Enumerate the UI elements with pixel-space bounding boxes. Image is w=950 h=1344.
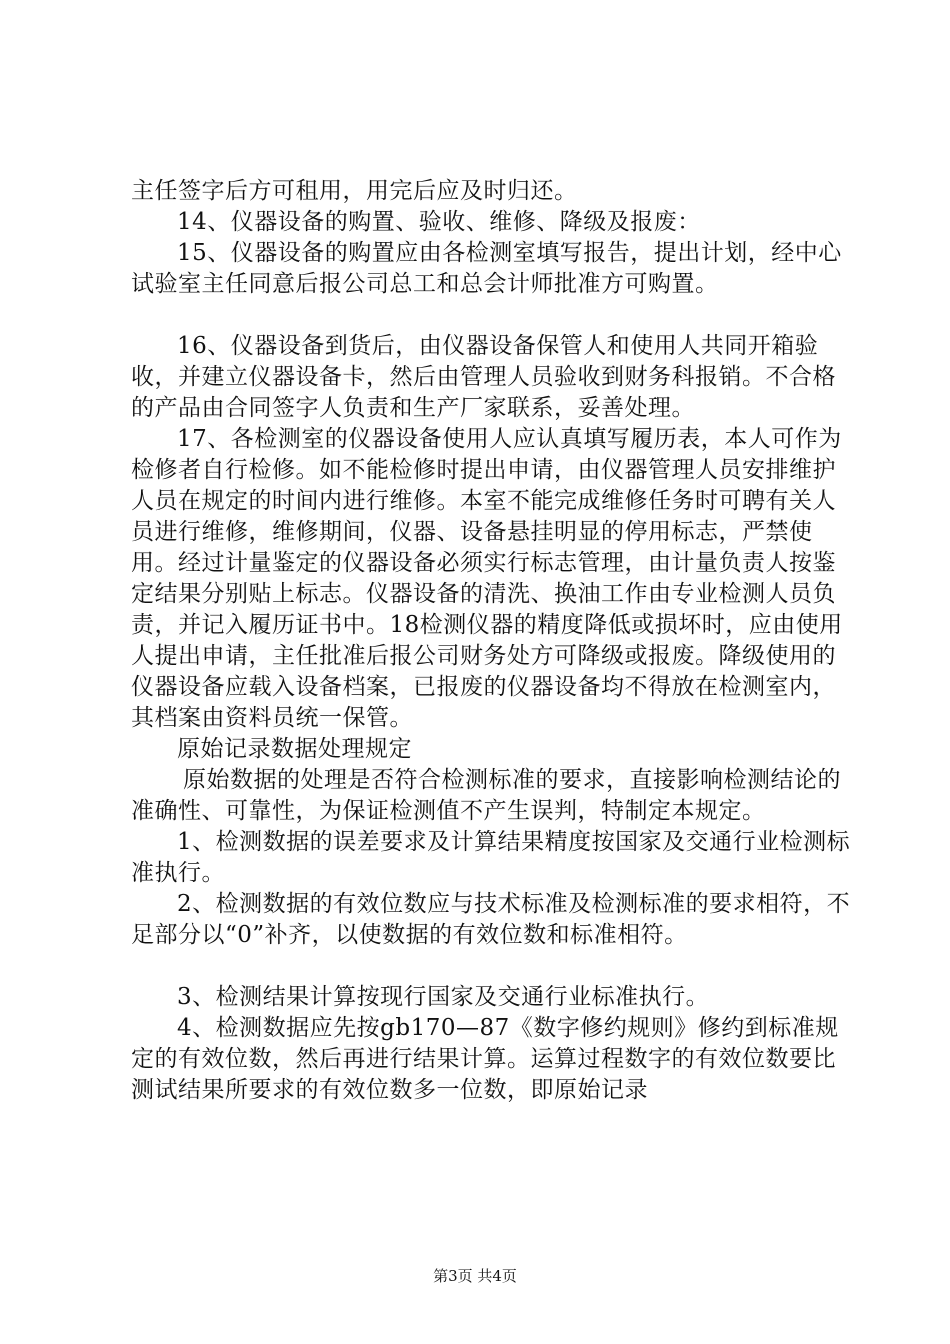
paragraph-intro: 原始数据的处理是否符合检测标准的要求，直接影响检测结论的准确性、可靠性，为保证检测值不产生误判，特制定本规定。 bbox=[131, 767, 841, 824]
section-heading: 原始记录数据处理规定 bbox=[177, 736, 412, 762]
paragraph-item-16: 16、仪器设备到货后，由仪器设备保管人和使用人共同开箱验收，并建立仪器设备卡，然后由管理人员验收到财务科报销。不合格的产品由合同签字人负责和生产厂家联系，妥善处理。 bbox=[131, 333, 836, 421]
document-body bbox=[131, 176, 851, 1106]
paragraph-rule-1: 1、检测数据的误差要求及计算结果精度按国家及交通行业检测标准执行。 bbox=[131, 829, 851, 886]
paragraph-rule-3: 3、检测结果计算按现行国家及交通行业标准执行。 bbox=[177, 984, 710, 1010]
paragraph-item-17: 17、各检测室的仪器设备使用人应认真填写履历表，本人可作为检修者自行检修。如不能检修时提出申请，由仪器管理人员安排维护人员在规定的时间内进行维修。本室不能完成维修任务时可聘有关人员进行维修，维修期间，仪器、设备悬挂明显的停用标志，严禁使用。经过计量鉴定的仪器设备必须实行标志管理，由计量负责人按鉴定结果分别贴上标志。仪器设备的清洗、换油工作由专业检测人员负责，并记入履历证书中。18检测仪器的精度降低或损坏时，应由使用人提出申请，主任批准后报公司财务处方可降级或报废。降级使用的仪器设备应载入设备档案，已报废的仪器设备均不得放在检测室内，其档案由资料员统一保管。 bbox=[131, 426, 843, 731]
paragraph-rule-4: 4、检测数据应先按gb170—87《数字修约规则》修约到标准规定的有效位数，然后再进行结果计算。运算过程数字的有效位数要比测试结果所要求的有效位数多一位数，即原始记录 bbox=[131, 1015, 839, 1103]
paragraph-item-15: 15、仪器设备的购置应由各检测室填写报告，提出计划，经中心试验室主任同意后报公司总工和总会计师批准方可购置。 bbox=[131, 240, 842, 297]
paragraph-continuation: 主任签字后方可租用，用完后应及时归还。 bbox=[131, 178, 578, 204]
page-number-footer: 第3页 共4页 bbox=[433, 1267, 517, 1285]
paragraph-spacer bbox=[131, 951, 851, 982]
paragraph-rule-2: 2、检测数据的有效位数应与技术标准及检测标准的要求相符，不足部分以“0”补齐，以使数据的有效位数和标准相符。 bbox=[131, 891, 851, 948]
paragraph-item-14: 14、仪器设备的购置、验收、维修、降级及报废： bbox=[177, 209, 701, 235]
paragraph-spacer bbox=[131, 300, 851, 331]
